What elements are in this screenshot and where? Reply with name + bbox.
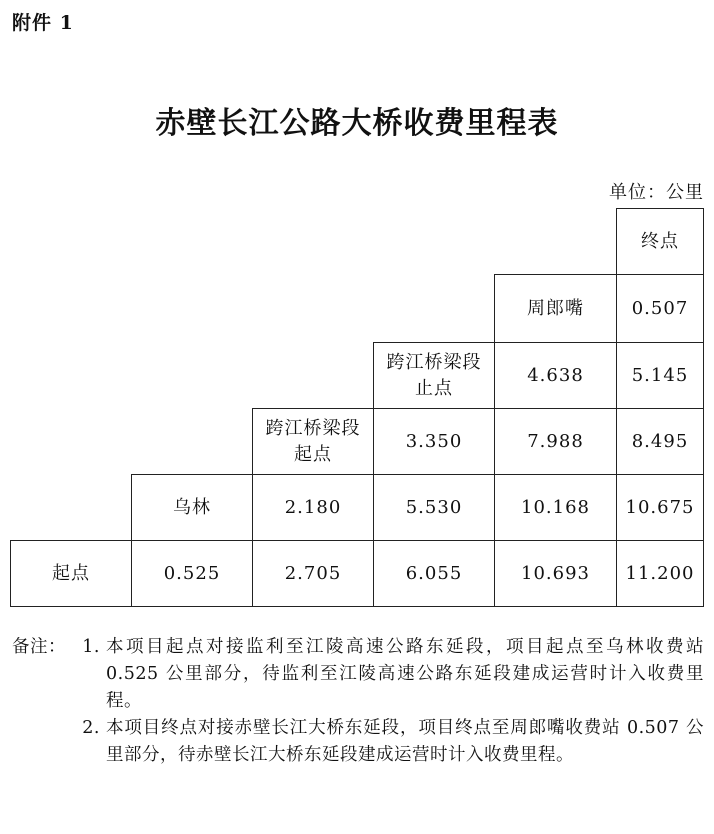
table-cell: 2.180 (252, 474, 373, 540)
table-cell: 11.200 (616, 540, 704, 607)
table-cell: 5.145 (616, 342, 704, 408)
note-number: 1. (82, 637, 100, 657)
note-item (12, 634, 704, 715)
table-cell: 0.525 (131, 540, 252, 607)
table-cell: 4.638 (494, 342, 616, 408)
note-item (12, 715, 704, 769)
table-cell: 10.168 (494, 474, 616, 540)
table-cell: 5.530 (373, 474, 494, 540)
header-wulin: 乌林 (131, 474, 252, 540)
header-zhoulangzui: 周郎嘴 (494, 274, 616, 342)
header-terminus: 终点 (616, 208, 704, 274)
notes-label: 备注： (12, 637, 66, 657)
notes (12, 634, 704, 769)
header-bridge-end: 跨江桥梁段 止点 (373, 342, 494, 408)
unit-label: 单位：公里 (609, 182, 704, 203)
attachment-label: 附件 1 (12, 12, 74, 34)
table-cell: 8.495 (616, 408, 704, 474)
table-cell: 10.693 (494, 540, 616, 607)
table-cell: 2.705 (252, 540, 373, 607)
page-title: 赤壁长江公路大桥收费里程表 (155, 106, 559, 141)
note-text: 本项目起点对接监利至江陵高速公路东延段，项目起点至乌林收费站 0.525 公里部分，待监利至江陵高速公路东延段建成运营时计入收费里程。 (106, 637, 704, 711)
table-cell: 10.675 (616, 474, 704, 540)
note-text: 本项目终点对接赤壁长江大桥东延段，项目终点至周郎嘴收费站 0.507 公里部分，待赤壁长江大桥东延段建成运营时计入收费里程。 (106, 718, 704, 765)
table-cell: 6.055 (373, 540, 494, 607)
table-cell: 0.507 (616, 274, 704, 342)
table-cell: 3.350 (373, 408, 494, 474)
header-bridge-start: 跨江桥梁段 起点 (252, 408, 373, 474)
table-cell: 7.988 (494, 408, 616, 474)
header-start: 起点 (10, 540, 131, 607)
note-number: 2. (82, 718, 100, 738)
